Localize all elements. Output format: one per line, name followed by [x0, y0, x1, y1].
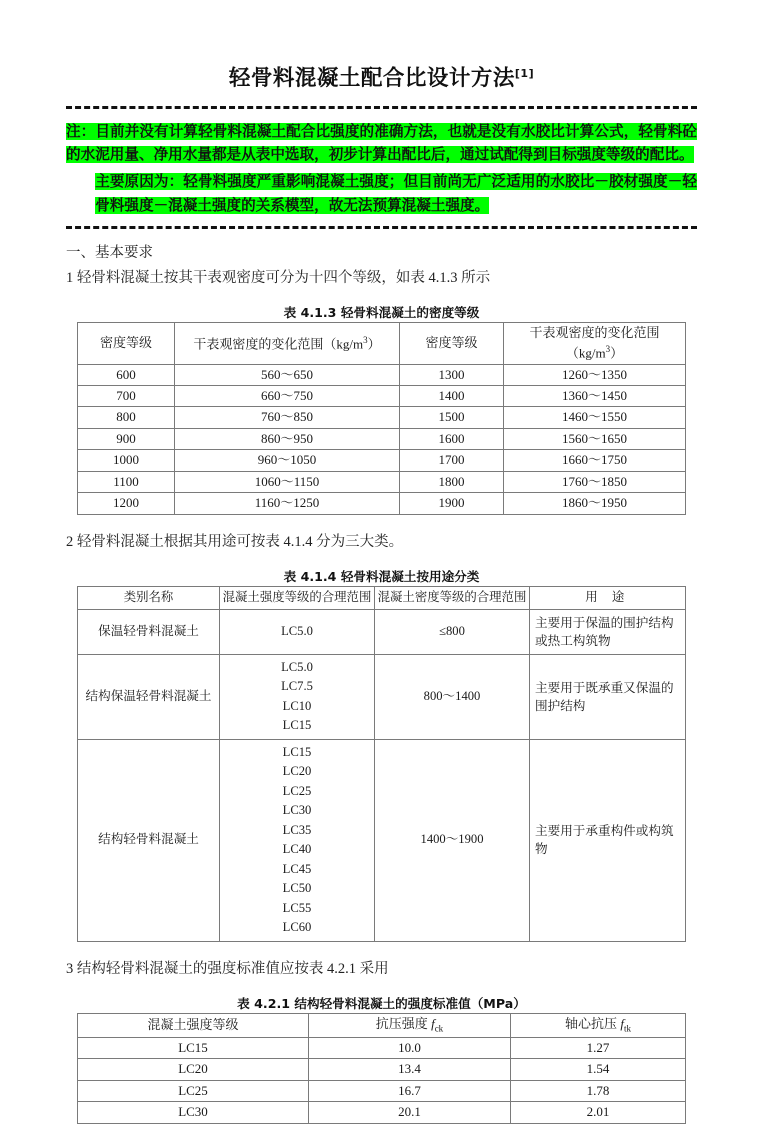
- note-callout-box: [66, 106, 697, 230]
- table-row: [78, 407, 686, 428]
- page-content: [66, 0, 697, 1124]
- table-cell-density: ≤800: [375, 609, 530, 654]
- table-414-header-cell: 混凝土强度等级的合理范围: [220, 587, 375, 610]
- table-cell: LC30: [78, 1102, 309, 1123]
- table-421-header-subscript: tk: [623, 1024, 631, 1035]
- table-413-body: [78, 364, 686, 514]
- section-item-1: 1 轻骨料混凝土按其干表观密度可分为十四个等级，如表 4.1.3 所示: [66, 269, 491, 286]
- table-cell: 1300: [400, 364, 504, 385]
- table-cell-category: 结构保温轻骨料混凝土: [78, 654, 220, 739]
- table-cell: 16.7: [309, 1080, 511, 1101]
- table-413-header-cell: 密度等级: [78, 323, 175, 364]
- section-heading-1: 一、基本要求: [66, 245, 153, 262]
- table-421-header-cell: 混凝土强度等级: [78, 1014, 309, 1037]
- table-row: [78, 450, 686, 471]
- section-item-2: 2 轻骨料混凝土根据其用途可按表 4.1.4 分为三大类。: [66, 533, 404, 550]
- table-cell: 1460～1550: [504, 407, 686, 428]
- table-cell: 1.78: [511, 1080, 686, 1101]
- page-title-text: 轻骨料混凝土配合比设计方法: [228, 66, 515, 91]
- section-item-3: 3 结构轻骨料混凝土的强度标准值应按表 4.2.1 采用: [66, 961, 389, 977]
- table-row: [78, 654, 686, 739]
- table-cell: 600: [78, 364, 175, 385]
- table-cell-strength: LC5.0 LC7.5 LC10 LC15: [220, 654, 375, 739]
- note-paragraph-1-text: 注：目前并没有计算轻骨料混凝土配合比强度的准确方法，也就是没有水胶比计算公式，轻骨料砼的水泥用量、净用水量都是从表中选取，初步计算出配比后，通过试配得到目标强度等级的配比。: [66, 122, 697, 164]
- table-cell: 1900: [400, 493, 504, 514]
- table-cell-density: 800～1400: [375, 654, 530, 739]
- table-cell: 1.27: [511, 1037, 686, 1058]
- table-cell-use: 主要用于既承重又保温的围护结构: [530, 654, 686, 739]
- table-cell: 1160～1250: [175, 493, 400, 514]
- table-row: [78, 739, 686, 941]
- note-paragraph-1: [66, 120, 697, 167]
- table-cell-density: 1400～1900: [375, 739, 530, 941]
- table-421-header-cell: [309, 1014, 511, 1037]
- table-cell: 1560～1650: [504, 428, 686, 449]
- table-cell-use: 主要用于承重构件或构筑物: [530, 739, 686, 941]
- table-cell: 1000: [78, 450, 175, 471]
- table-cell: 1200: [78, 493, 175, 514]
- table-421-header-label: 抗压强度: [375, 1016, 428, 1032]
- table-421-header-symbol: f: [431, 1016, 435, 1032]
- table-cell: 1800: [400, 471, 504, 492]
- table-414-caption: 表 4.1.4 轻骨料混凝土按用途分类: [283, 569, 480, 585]
- table-414: [77, 586, 686, 942]
- table-414-header-cell: 混凝土密度等级的合理范围: [375, 587, 530, 610]
- table-413-header-cell: 干表观密度的变化范围$(kg/m^3)$: [504, 323, 686, 364]
- table-cell: LC20: [78, 1059, 309, 1080]
- note-paragraph-2: [66, 170, 697, 217]
- table-cell: 860～950: [175, 428, 400, 449]
- table-cell: 10.0: [309, 1037, 511, 1058]
- table-421-caption: 表 4.2.1 结构轻骨料混凝土的强度标准值（MPa）: [237, 996, 526, 1012]
- table-row: [78, 1102, 686, 1123]
- table-421-header-subscript: ck: [434, 1024, 444, 1035]
- table-cell: 2.01: [511, 1102, 686, 1123]
- table-cell: 1660～1750: [504, 450, 686, 471]
- table-421: [77, 1013, 686, 1123]
- table-cell: 1700: [400, 450, 504, 471]
- table-cell: LC25: [78, 1080, 309, 1101]
- table-413-header-row: [78, 323, 686, 364]
- table-row: [78, 471, 686, 492]
- table-row: [78, 428, 686, 449]
- table-421-header-row: [78, 1014, 686, 1037]
- table-421-header-symbol: f: [620, 1016, 624, 1032]
- table-cell-category: 结构轻骨料混凝土: [78, 739, 220, 941]
- table-cell-strength: LC15 LC20 LC25 LC30 LC35 LC40 LC45 LC50 LC55 LC60: [220, 739, 375, 941]
- table-cell: 700: [78, 385, 175, 406]
- table-row: [78, 1037, 686, 1058]
- table-row: [78, 493, 686, 514]
- footnote-marker: [1]: [514, 66, 535, 80]
- table-cell: 1600: [400, 428, 504, 449]
- table-cell: 1260～1350: [504, 364, 686, 385]
- table-414-header-cell: 用 途: [530, 587, 686, 610]
- table-cell: 20.1: [309, 1102, 511, 1123]
- table-413-header-cell: 干表观密度的变化范围$(kg/m^3)$: [175, 323, 400, 364]
- table-row: [78, 1080, 686, 1101]
- table-cell-strength: LC5.0: [220, 609, 375, 654]
- table-row: [78, 609, 686, 654]
- note-callout-inner: [66, 115, 697, 222]
- table-cell: 1760～1850: [504, 471, 686, 492]
- table-cell: 1100: [78, 471, 175, 492]
- table-413-header-cell: 密度等级: [400, 323, 504, 364]
- table-cell: 1.54: [511, 1059, 686, 1080]
- table-421-header-cell: [511, 1014, 686, 1037]
- table-cell: 1360～1450: [504, 385, 686, 406]
- table-cell: LC15: [78, 1037, 309, 1058]
- table-cell: 900: [78, 428, 175, 449]
- table-414-header-row: [78, 587, 686, 610]
- table-cell: 1860～1950: [504, 493, 686, 514]
- table-cell: 800: [78, 407, 175, 428]
- table-414-body: [78, 609, 686, 941]
- table-cell: 660～750: [175, 385, 400, 406]
- table-cell: 760～850: [175, 407, 400, 428]
- table-cell: 1500: [400, 407, 504, 428]
- page-title: [66, 0, 697, 92]
- table-cell: 560～650: [175, 364, 400, 385]
- table-421-header-label: 轴心抗压: [565, 1016, 618, 1032]
- table-row: [78, 364, 686, 385]
- table-cell: 13.4: [309, 1059, 511, 1080]
- table-cell: 1060～1150: [175, 471, 400, 492]
- table-413-caption: 表 4.1.3 轻骨料混凝土的密度等级: [283, 305, 480, 321]
- note-paragraph-2-text: 主要原因为：轻骨料强度严重影响混凝土强度；但目前尚无广泛适用的水胶比－胶材强度－轻骨料强度－混凝土强度的关系模型，故无法预算混凝土强度。: [95, 173, 697, 214]
- table-cell-category: 保温轻骨料混凝土: [78, 609, 220, 654]
- table-cell: 960～1050: [175, 450, 400, 471]
- table-cell-use: 主要用于保温的围护结构或热工构筑物: [530, 609, 686, 654]
- table-row: [78, 1059, 686, 1080]
- table-413: [77, 322, 686, 514]
- table-row: [78, 385, 686, 406]
- table-cell: 1400: [400, 385, 504, 406]
- table-414-header-cell: 类别名称: [78, 587, 220, 610]
- table-421-body: [78, 1037, 686, 1123]
